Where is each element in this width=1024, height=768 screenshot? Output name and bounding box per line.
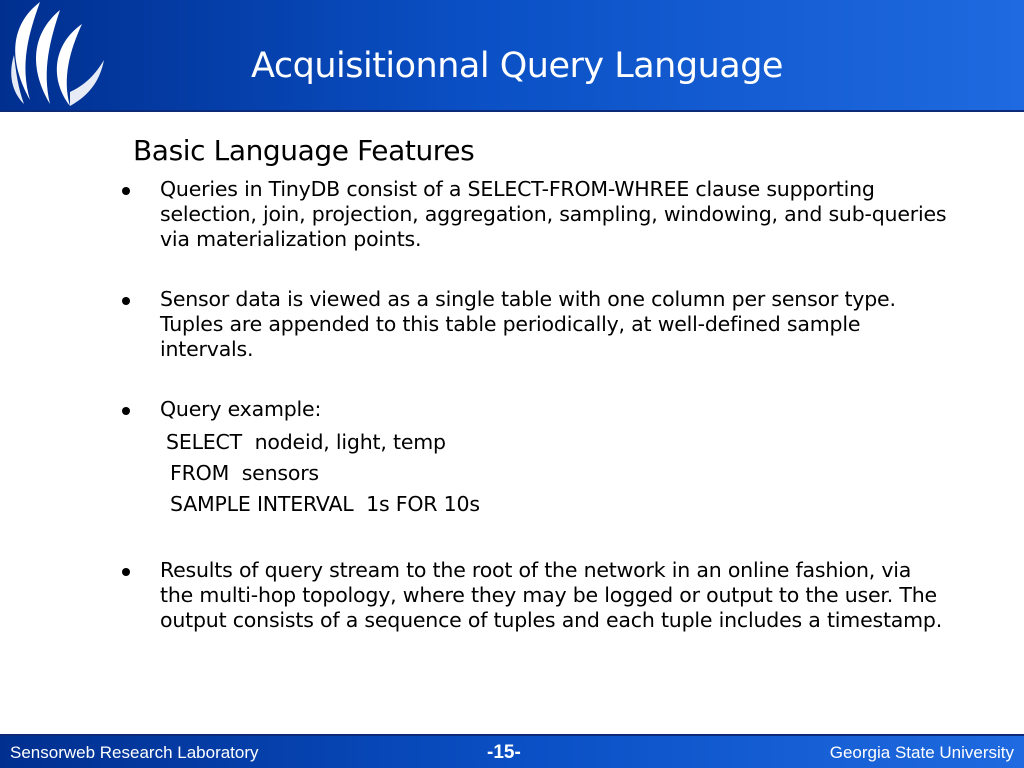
bullet-dot-icon	[122, 187, 130, 195]
section-heading: Basic Language Features	[133, 134, 475, 167]
bullet-dot-icon	[122, 297, 130, 305]
query-line-from: FROM sensors	[170, 461, 319, 485]
bullet-dot-icon	[122, 568, 130, 576]
query-line-select: SELECT nodeid, light, temp	[166, 430, 446, 454]
slide-title: Acquisitionnal Query Language	[251, 46, 783, 86]
page-number: -15-	[487, 742, 521, 763]
bullet-dot-icon	[122, 407, 130, 415]
flame-logo-icon	[0, 0, 112, 110]
footer-university: Georgia State University	[829, 743, 1014, 762]
footer-lab-name: Sensorweb Research Laboratory	[10, 743, 259, 762]
bullet-text-3: Query example:	[160, 397, 322, 421]
header-divider	[0, 110, 1024, 112]
slide-footer	[0, 734, 1024, 768]
slide-header	[0, 0, 1024, 112]
query-line-sample: SAMPLE INTERVAL 1s FOR 10s	[170, 492, 480, 516]
bullet-text-2: Sensor data is viewed as a single table with one column per sensor type. Tuples are appended to this table periodically, at well-defined sample intervals.	[160, 287, 896, 361]
bullet-text-4: Results of query stream to the root of the network in an online fashion, via the multi-hop topology, where they may be logged or output to the user. The output consists of a sequence of tuples and each tuple includes a timestamp.	[160, 558, 943, 632]
footer-divider	[0, 734, 1024, 736]
bullet-text-1: Queries in TinyDB consist of a SELECT-FROM-WHREE clause supporting selection, join, projection, aggregation, sampling, windowing, and sub-queries via materialization points.	[160, 177, 947, 251]
